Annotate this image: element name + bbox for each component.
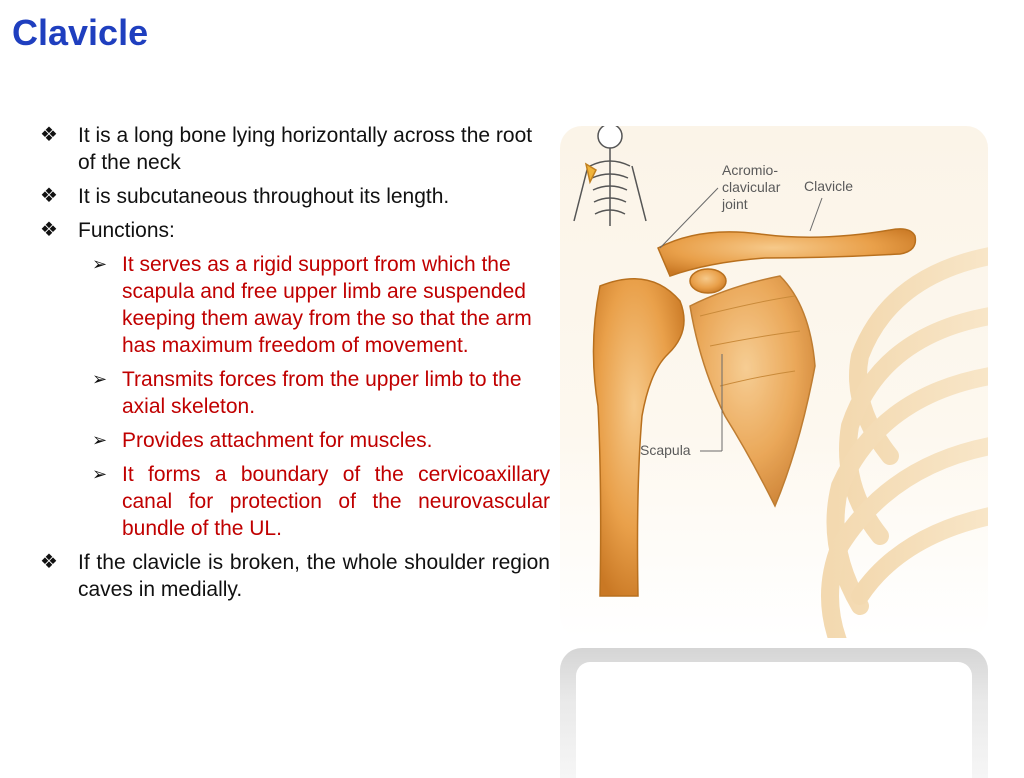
scapula-bone [690, 276, 815, 506]
label-line: clavicular [722, 179, 781, 195]
sub-bullet-item [40, 427, 550, 454]
label-line: joint [722, 196, 748, 212]
bullet-list [40, 122, 550, 610]
diamond-bullet-icon: ❖ [40, 124, 58, 146]
arrow-bullet-icon: ➢ [92, 369, 108, 389]
scapula-label: Scapula [640, 442, 691, 458]
sub-bullet-text: Provides attachment for muscles. [122, 429, 433, 452]
sub-bullet-text: It forms a boundary of the cervicoaxillary canal for protection of the neurovascular bundle of the UL. [122, 463, 550, 540]
diamond-bullet-icon: ❖ [40, 185, 58, 207]
figure-reflection [560, 648, 988, 778]
bullet-text: Functions: [78, 219, 175, 242]
sub-bullet-item [40, 366, 550, 420]
sub-bullet-text: Transmits forces from the upper limb to the axial skeleton. [122, 368, 522, 418]
acromioclavicular-joint-label [722, 162, 780, 213]
sub-bullet-item [40, 461, 550, 542]
diamond-bullet-icon: ❖ [40, 219, 58, 241]
reflection-inner [576, 662, 972, 778]
arrow-bullet-icon: ➢ [92, 254, 108, 274]
sub-bullet-item [40, 251, 550, 359]
diamond-bullet-icon: ❖ [40, 551, 58, 573]
arrow-bullet-icon: ➢ [92, 430, 108, 450]
bullet-item [40, 122, 550, 176]
humerus-bone [593, 279, 684, 596]
bullet-text: It is subcutaneous throughout its length. [78, 185, 450, 208]
arrow-bullet-icon: ➢ [92, 464, 108, 484]
label-line: Acromio- [722, 162, 779, 178]
bullet-item [40, 549, 550, 603]
clavicle-bone [658, 229, 915, 276]
sub-bullet-text: It serves as a rigid support from which the scapula and free upper limb are suspended keeping them away from the so that the arm has maximum freedom of movement. [122, 253, 532, 357]
shoulder-anatomy-figure [560, 126, 988, 638]
ribs [830, 256, 988, 638]
clavicle-label: Clavicle [804, 178, 854, 194]
skeleton-thumbnail-icon [574, 126, 646, 226]
bullet-text: If the clavicle is broken, the whole shoulder region caves in medially. [78, 551, 550, 601]
bullet-item [40, 183, 550, 210]
bullet-item [40, 217, 550, 244]
bullet-text: It is a long bone lying horizontally across the root of the neck [78, 124, 533, 174]
slide-title: Clavicle [12, 12, 149, 53]
